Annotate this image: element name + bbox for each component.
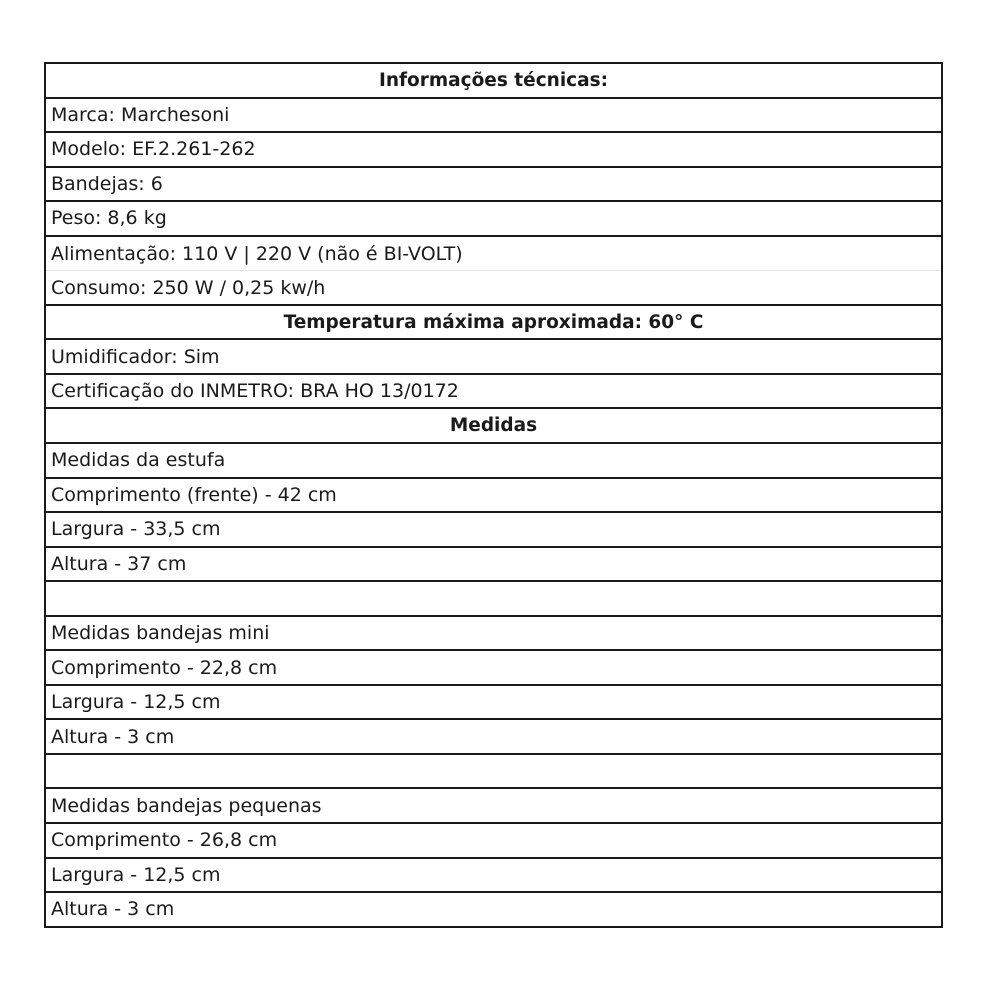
- table-row-mini-trays-measurements: Medidas bandejas mini: [46, 617, 941, 652]
- table-row-empty: [46, 582, 941, 617]
- table-row-small-trays-width: Largura - 12,5 cm: [46, 859, 941, 894]
- table-row-power-supply: Alimentação: 110 V | 220 V (não é BI-VOLT): [46, 237, 941, 272]
- table-row-humidifier: Umidificador: Sim: [46, 340, 941, 375]
- table-row-greenhouse-measurements: Medidas da estufa: [46, 444, 941, 479]
- table-row-brand: Marca: Marchesoni: [46, 99, 941, 134]
- table-row-small-trays-height: Altura - 3 cm: [46, 893, 941, 928]
- table-row-weight: Peso: 8,6 kg: [46, 202, 941, 237]
- technical-specs-table: [44, 62, 943, 928]
- table-row-greenhouse-length: Comprimento (frente) - 42 cm: [46, 479, 941, 514]
- table-row-mini-trays-length: Comprimento - 22,8 cm: [46, 651, 941, 686]
- table-row-small-trays-measurements: Medidas bandejas pequenas: [46, 789, 941, 824]
- table-header-measurements: Medidas: [46, 409, 941, 444]
- table-row-greenhouse-height: Altura - 37 cm: [46, 548, 941, 583]
- table-row-empty: [46, 755, 941, 790]
- table-header-max-temperature: Temperatura máxima aproximada: 60° C: [46, 306, 941, 341]
- table-row-mini-trays-height: Altura - 3 cm: [46, 720, 941, 755]
- table-header-technical-info: Informações técnicas:: [46, 64, 941, 99]
- table-row-model: Modelo: EF.2.261-262: [46, 133, 941, 168]
- table-row-greenhouse-width: Largura - 33,5 cm: [46, 513, 941, 548]
- table-row-certification: Certificação do INMETRO: BRA HO 13/0172: [46, 375, 941, 410]
- table-row-trays: Bandejas: 6: [46, 168, 941, 203]
- table-row-consumption: Consumo: 250 W / 0,25 kw/h: [46, 271, 941, 306]
- table-row-small-trays-length: Comprimento - 26,8 cm: [46, 824, 941, 859]
- table-row-mini-trays-width: Largura - 12,5 cm: [46, 686, 941, 721]
